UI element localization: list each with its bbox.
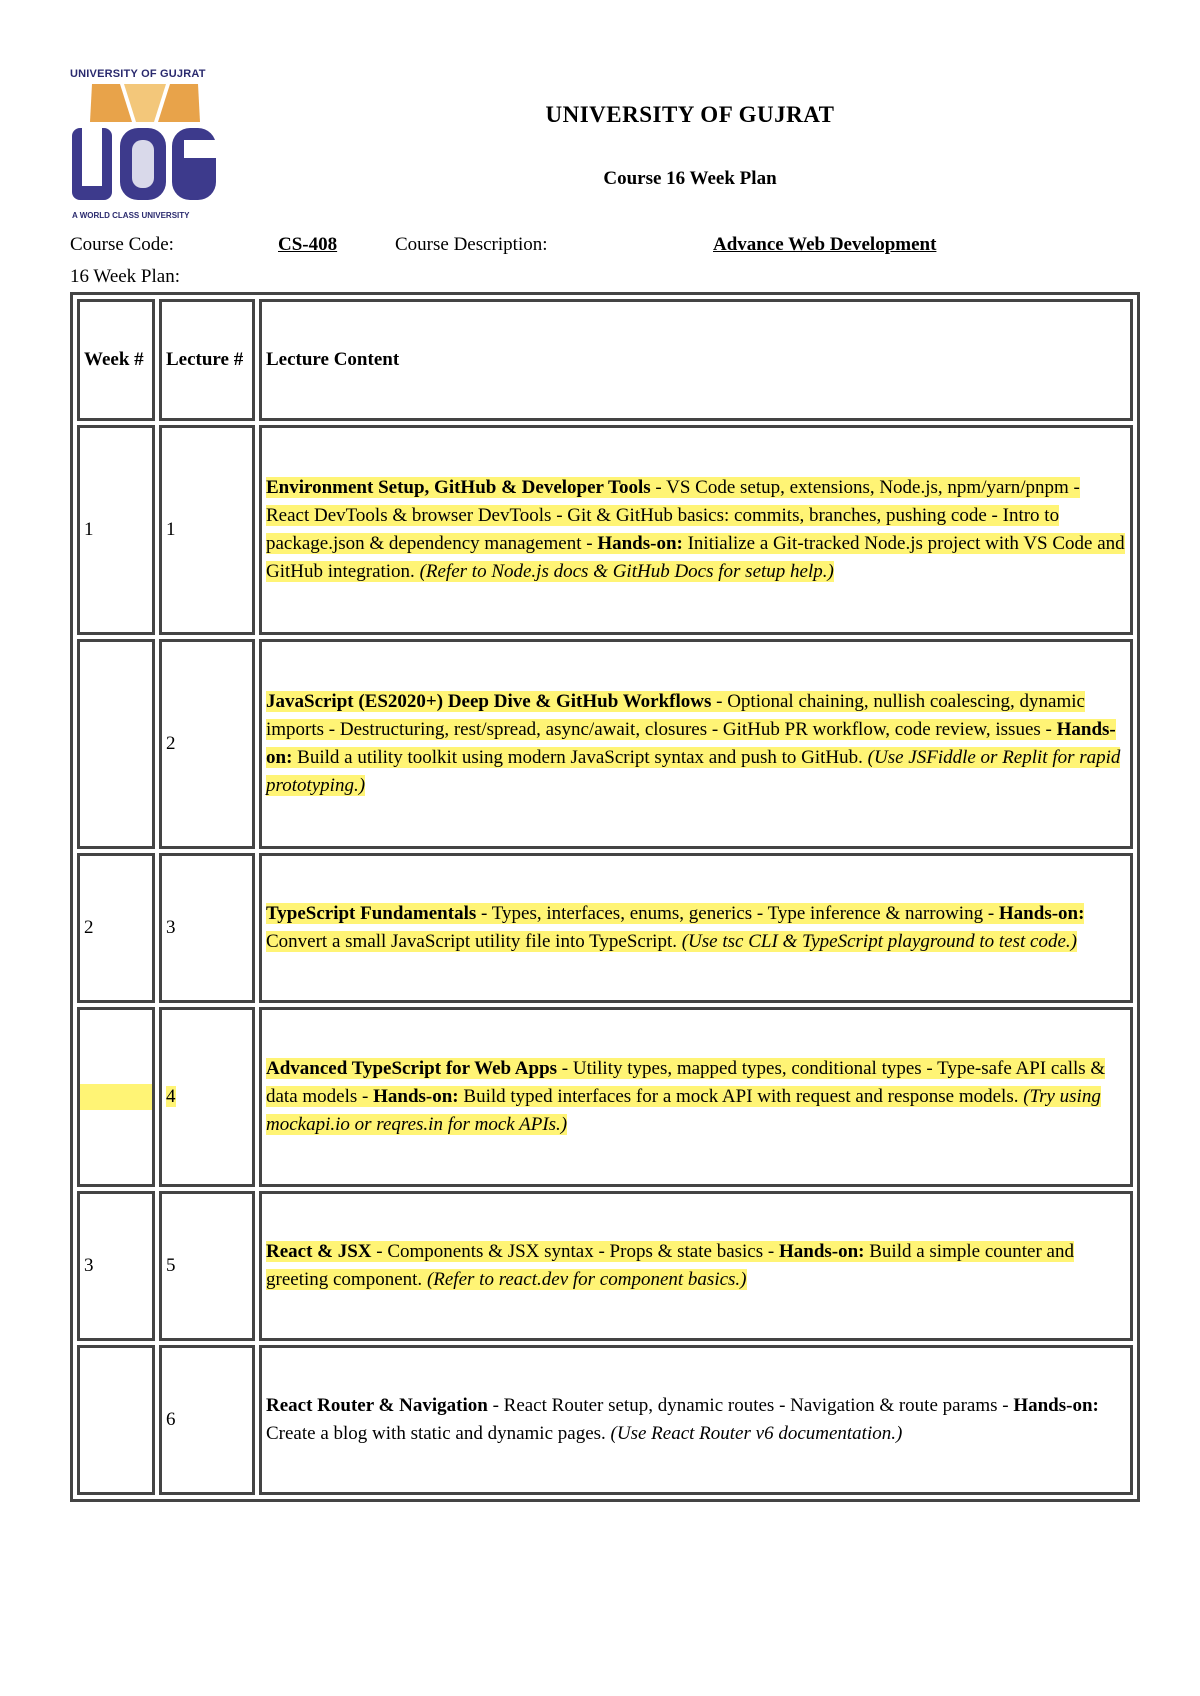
university-title: UNIVERSITY OF GUJRAT bbox=[545, 102, 835, 127]
lecture-cell: 6 bbox=[159, 1345, 255, 1495]
content-cell bbox=[259, 1007, 1133, 1187]
reference-note: (Use React Router v6 documentation.) bbox=[610, 1423, 903, 1444]
content-cell bbox=[259, 853, 1133, 1003]
reference-note: (Refer to Node.js docs & GitHub Docs for setup help.) bbox=[419, 561, 834, 582]
reference-note: (Use tsc CLI & TypeScript playground to test code.) bbox=[681, 931, 1077, 952]
lecture-topic: JavaScript (ES2020+) Deep Dive & GitHub Workflows bbox=[266, 691, 712, 712]
reference-note: (Use JSFiddle or Replit for rapid prototyping.) bbox=[266, 747, 1121, 796]
course-code-value: CS-408 bbox=[278, 234, 338, 255]
table-row bbox=[77, 425, 1133, 635]
week-cell bbox=[77, 1345, 155, 1495]
table-row bbox=[77, 853, 1133, 1003]
hands-on-label: Hands-on: bbox=[1013, 1395, 1099, 1416]
week-highlight bbox=[80, 1084, 152, 1110]
logo-tagline: A WORLD CLASS UNIVERSITY bbox=[72, 211, 190, 220]
lecture-details: - Types, interfaces, enums, generics - Type inference & narrowing - bbox=[476, 903, 999, 924]
week-cell bbox=[77, 1007, 155, 1187]
week-cell: 1 bbox=[77, 425, 155, 635]
hands-on-task: Convert a small JavaScript utility file into TypeScript. bbox=[266, 931, 682, 952]
hands-on-task: Build a simple counter and greeting component. bbox=[266, 1241, 1074, 1290]
lecture-details: - VS Code setup, extensions, Node.js, npm/yarn/pnpm - React DevTools & browser DevTools - Git & GitHub basics: commits, branches, pushing code - Intro to package.json & dependency management - bbox=[266, 477, 1080, 554]
hands-on-label: Hands-on: bbox=[266, 719, 1116, 768]
header-week: Week # bbox=[77, 299, 155, 421]
hands-on-task: Build a utility toolkit using modern JavaScript syntax and push to GitHub. bbox=[292, 747, 868, 768]
lecture-details: - React Router setup, dynamic routes - Navigation & route params - bbox=[487, 1395, 1014, 1416]
lecture-cell bbox=[159, 1007, 255, 1187]
header-lecture: Lecture # bbox=[159, 299, 255, 421]
table-row bbox=[77, 639, 1133, 849]
course-description-label: Course Description: bbox=[395, 234, 548, 255]
table-row bbox=[77, 1007, 1133, 1187]
week-plan-table bbox=[70, 292, 1140, 1502]
lecture-topic: Advanced TypeScript for Web Apps bbox=[266, 1058, 558, 1079]
content-cell bbox=[259, 425, 1133, 635]
hands-on-label: Hands-on: bbox=[778, 1241, 865, 1262]
lecture-cell: 1 bbox=[159, 425, 255, 635]
week-cell bbox=[77, 639, 155, 849]
content-cell bbox=[259, 639, 1133, 849]
logo-top-text: UNIVERSITY OF GUJRAT bbox=[70, 68, 206, 80]
lecture-cell: 3 bbox=[159, 853, 255, 1003]
lecture-details: - Optional chaining, nullish coalescing, dynamic imports - Destructuring, rest/spread, async/await, closures - GitHub PR workflow, code review, issues - bbox=[266, 691, 1085, 740]
hands-on-task: Build typed interfaces for a mock API with request and response models. bbox=[458, 1086, 1024, 1107]
table-row bbox=[77, 1191, 1133, 1341]
lecture-cell: 2 bbox=[159, 639, 255, 849]
lecture-topic: Environment Setup, GitHub & Developer Tools bbox=[266, 477, 651, 498]
hands-on-task: Create a blog with static and dynamic pages. bbox=[266, 1423, 611, 1444]
hands-on-task: Initialize a Git-tracked Node.js project with VS Code and GitHub integration. bbox=[266, 533, 1125, 582]
hands-on-label: Hands-on: bbox=[998, 903, 1085, 924]
content-cell bbox=[259, 1345, 1133, 1495]
lecture-details: - Utility types, mapped types, conditional types - Type-safe API calls & data models - bbox=[266, 1058, 1106, 1107]
lecture-topic: React & JSX bbox=[266, 1241, 372, 1262]
content-cell bbox=[259, 1191, 1133, 1341]
university-logo bbox=[70, 68, 230, 228]
hands-on-label: Hands-on: bbox=[597, 533, 683, 554]
week-cell: 2 bbox=[77, 853, 155, 1003]
lecture-topic: TypeScript Fundamentals bbox=[266, 903, 477, 924]
course-description-value: Advance Web Development bbox=[713, 234, 937, 255]
hands-on-label: Hands-on: bbox=[373, 1086, 459, 1107]
course-code-label: Course Code: bbox=[70, 234, 174, 255]
week-cell: 3 bbox=[77, 1191, 155, 1341]
lecture-topic: React Router & Navigation bbox=[266, 1395, 488, 1416]
plan-title: Course 16 Week Plan bbox=[603, 168, 777, 189]
table-header-row bbox=[77, 299, 1133, 421]
lecture-details: - Components & JSX syntax - Props & state basics - bbox=[371, 1241, 779, 1262]
table-row bbox=[77, 1345, 1133, 1495]
reference-note: (Try using mockapi.io or reqres.in for mock APIs.) bbox=[266, 1086, 1101, 1135]
week-plan-label: 16 Week Plan: bbox=[70, 266, 180, 287]
reference-note: (Refer to react.dev for component basics.) bbox=[426, 1269, 747, 1290]
lecture-number: 4 bbox=[166, 1086, 176, 1107]
lecture-cell: 5 bbox=[159, 1191, 255, 1341]
header-content: Lecture Content bbox=[259, 299, 1133, 421]
